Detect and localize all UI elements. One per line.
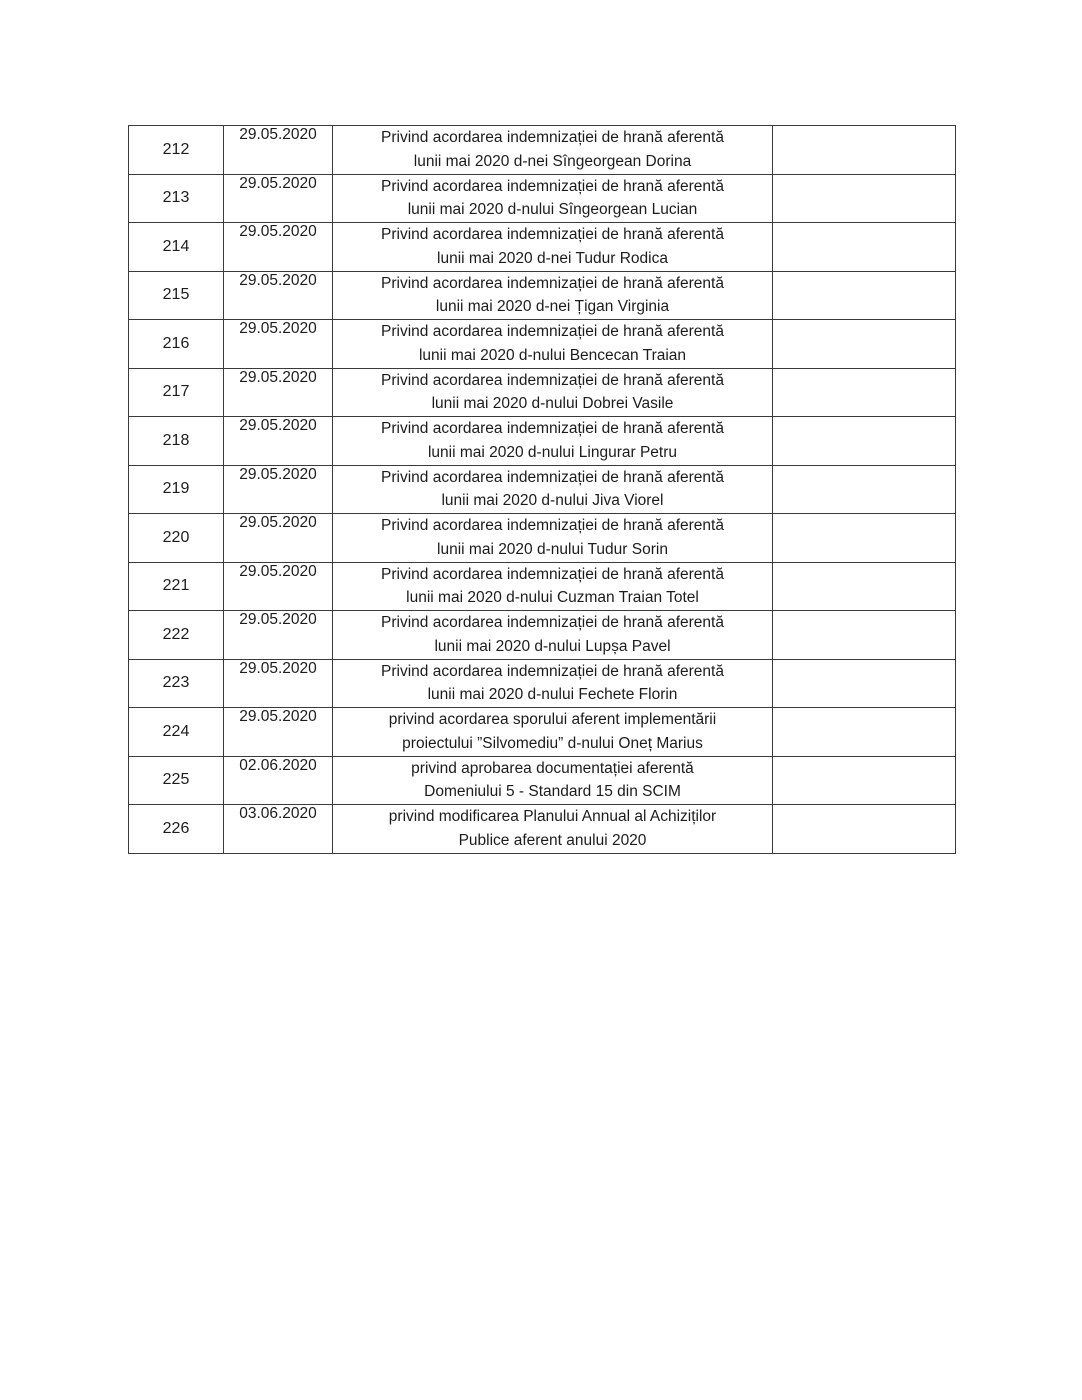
row-description-cell [333, 174, 773, 223]
row-date: 29.05.2020 [239, 514, 317, 531]
description-line-1: privind aprobarea documentației aferentă [411, 759, 694, 777]
row-number-cell [129, 223, 224, 272]
row-date-cell [224, 756, 333, 805]
row-description-cell [333, 368, 773, 417]
row-notes-cell [773, 611, 956, 660]
row-number: 225 [162, 771, 190, 789]
row-date: 29.05.2020 [239, 368, 317, 386]
row-notes-cell [773, 368, 956, 417]
description-line-1: Privind acordarea indemnizației de hrană aferentă [381, 517, 724, 534]
row-number: 215 [162, 286, 190, 304]
row-number-cell [129, 320, 224, 369]
row-date: 29.05.2020 [239, 271, 317, 289]
row-description-cell [333, 223, 773, 272]
description-line-1: Privind acordarea indemnizației de hrană aferentă [381, 129, 724, 146]
row-date: 29.05.2020 [239, 562, 317, 580]
row-date-cell [224, 465, 333, 514]
row-number-cell [129, 611, 224, 660]
description-line-2: lunii mai 2020 d-nului Cuzman Traian Totel [406, 589, 699, 607]
description-line-2: Domeniului 5 - Standard 15 din SCIM [424, 783, 681, 801]
row-notes-cell [773, 708, 956, 757]
table-row [129, 562, 956, 611]
description-line-1: Privind acordarea indemnizației de hrană aferentă [381, 662, 724, 680]
row-description-cell [333, 611, 773, 660]
row-number: 213 [162, 189, 190, 207]
table-row [129, 514, 956, 563]
row-date: 29.05.2020 [239, 611, 317, 628]
row-notes-cell [773, 271, 956, 320]
description-line-2: lunii mai 2020 d-nei Tudur Rodica [437, 249, 668, 267]
table-row [129, 805, 956, 854]
row-date: 29.05.2020 [239, 417, 317, 434]
row-number: 222 [162, 625, 190, 643]
description-line-2: lunii mai 2020 d-nului Lingurar Petru [427, 443, 677, 461]
row-description-cell [333, 417, 773, 466]
description-line-1: privind acordarea sporului aferent implementării [388, 711, 717, 728]
row-notes-cell [773, 756, 956, 805]
decisions-table-body [129, 126, 956, 854]
row-number-cell [129, 368, 224, 417]
table-row [129, 174, 956, 223]
row-number: 217 [162, 383, 190, 401]
row-date-cell [224, 174, 333, 223]
row-date-cell [224, 562, 333, 611]
description-line-2: lunii mai 2020 d-nei Țigan Virginia [435, 298, 670, 316]
row-date-cell [224, 611, 333, 660]
table-row [129, 708, 956, 757]
row-number: 212 [162, 140, 190, 158]
row-date-cell [224, 320, 333, 369]
row-number: 218 [162, 431, 190, 449]
row-date: 29.05.2020 [239, 126, 317, 143]
row-description-cell [333, 756, 773, 805]
row-number: 226 [162, 819, 190, 837]
row-number-cell [129, 465, 224, 514]
table-row [129, 465, 956, 514]
description-line-2: lunii mai 2020 d-nului Jiva Viorel [441, 492, 664, 510]
row-number-cell [129, 271, 224, 320]
description-line-1: Privind acordarea indemnizației de hrană aferentă [381, 323, 724, 340]
row-number: 220 [162, 528, 190, 546]
row-number: 224 [162, 722, 190, 740]
row-notes-cell [773, 514, 956, 563]
row-date-cell [224, 708, 333, 757]
description-line-2: lunii mai 2020 d-nului Sîngeorgean Lucian [407, 201, 698, 219]
row-date: 29.05.2020 [239, 174, 317, 192]
description-line-1: Privind acordarea indemnizației de hrană aferentă [381, 226, 724, 243]
table-row [129, 756, 956, 805]
description-line-2: lunii mai 2020 d-nului Bencecan Traian [418, 346, 687, 364]
row-date-cell [224, 368, 333, 417]
row-number-cell [129, 174, 224, 223]
row-date-cell [224, 271, 333, 320]
row-description-cell [333, 708, 773, 757]
description-line-2: lunii mai 2020 d-nei Sîngeorgean Dorina [413, 152, 692, 170]
row-number: 214 [162, 237, 190, 255]
row-description-cell [333, 320, 773, 369]
row-number: 219 [162, 480, 190, 498]
row-notes-cell [773, 562, 956, 611]
table-row [129, 659, 956, 708]
row-number-cell [129, 417, 224, 466]
description-line-1: Privind acordarea indemnizației de hrană aferentă [381, 177, 724, 195]
row-number-cell [129, 756, 224, 805]
description-line-1: Privind acordarea indemnizației de hrană aferentă [381, 420, 724, 437]
row-notes-cell [773, 126, 956, 175]
row-notes-cell [773, 320, 956, 369]
row-description-cell [333, 271, 773, 320]
row-date: 03.06.2020 [239, 805, 317, 822]
row-notes-cell [773, 659, 956, 708]
table-row [129, 223, 956, 272]
row-date-cell [224, 223, 333, 272]
row-number: 221 [162, 577, 190, 595]
row-notes-cell [773, 465, 956, 514]
row-notes-cell [773, 805, 956, 854]
table-row [129, 611, 956, 660]
row-number: 223 [162, 674, 190, 692]
row-number-cell [129, 659, 224, 708]
description-line-2: Publice aferent anului 2020 [458, 831, 647, 849]
row-notes-cell [773, 417, 956, 466]
row-number-cell [129, 562, 224, 611]
row-notes-cell [773, 223, 956, 272]
row-date-cell [224, 417, 333, 466]
row-date-cell [224, 659, 333, 708]
row-date: 29.05.2020 [239, 659, 317, 677]
table-row [129, 417, 956, 466]
description-line-1: Privind acordarea indemnizației de hrană aferentă [381, 468, 724, 486]
table-row [129, 126, 956, 175]
row-number: 216 [162, 334, 190, 352]
row-description-cell [333, 805, 773, 854]
row-date: 29.05.2020 [239, 708, 317, 725]
description-line-1: Privind acordarea indemnizației de hrană aferentă [381, 371, 724, 389]
row-date-cell [224, 514, 333, 563]
row-date-cell [224, 805, 333, 854]
row-date: 29.05.2020 [239, 320, 317, 337]
table-row [129, 368, 956, 417]
row-description-cell [333, 659, 773, 708]
row-description-cell [333, 562, 773, 611]
row-date: 29.05.2020 [239, 223, 317, 240]
row-date: 29.05.2020 [239, 465, 317, 483]
description-line-1: privind modificarea Planului Annual al Achiziților [388, 808, 717, 825]
description-line-1: Privind acordarea indemnizației de hrană aferentă [381, 274, 724, 292]
row-notes-cell [773, 174, 956, 223]
description-line-2: lunii mai 2020 d-nului Lupșa Pavel [434, 637, 671, 655]
description-line-2: lunii mai 2020 d-nului Tudur Sorin [437, 540, 668, 558]
row-date: 02.06.2020 [239, 756, 317, 774]
description-line-2: proiectului ”Silvomediu” d-nului Oneț Marius [402, 734, 703, 752]
row-description-cell [333, 465, 773, 514]
row-description-cell [333, 126, 773, 175]
description-line-2: lunii mai 2020 d-nului Fechete Florin [427, 686, 678, 704]
row-description-cell [333, 514, 773, 563]
table-row [129, 271, 956, 320]
decisions-table [128, 125, 956, 854]
description-line-1: Privind acordarea indemnizației de hrană aferentă [381, 565, 724, 583]
row-number-cell [129, 708, 224, 757]
row-number-cell [129, 805, 224, 854]
description-line-1: Privind acordarea indemnizației de hrană aferentă [381, 614, 724, 631]
row-number-cell [129, 126, 224, 175]
row-number-cell [129, 514, 224, 563]
description-line-2: lunii mai 2020 d-nului Dobrei Vasile [431, 395, 674, 413]
row-date-cell [224, 126, 333, 175]
table-row [129, 320, 956, 369]
